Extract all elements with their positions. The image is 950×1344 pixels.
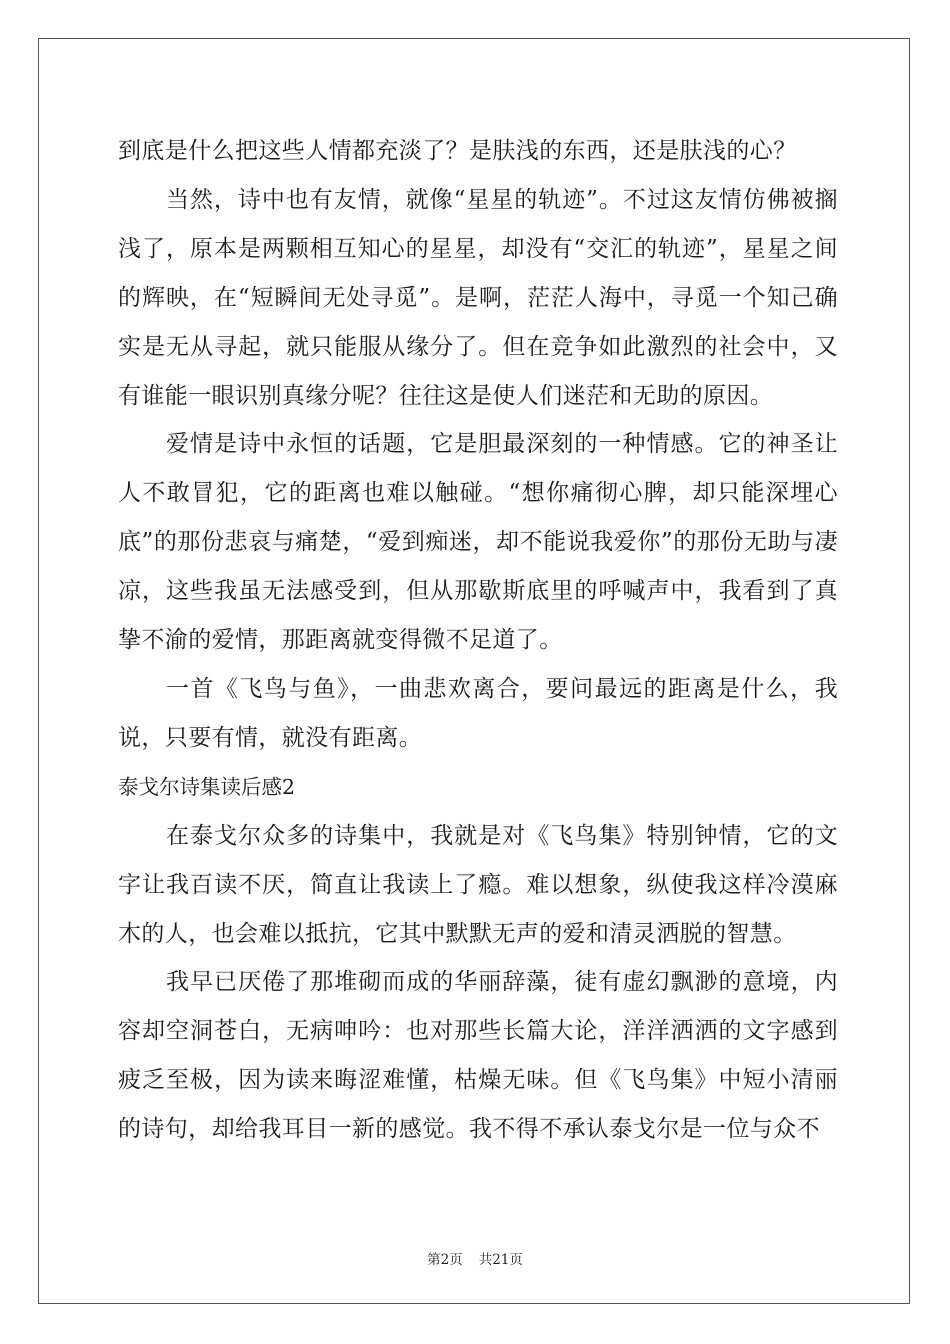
paragraph-2: 当然，诗中也有友情，就像“星星的轨迹”。不过这友情仿佛被搁浅了，原本是两颗相互知心的星星，却没有“交汇的轨迹”，星星之间的辉映，在“短瞬间无处寻觅”。是啊，茫茫人海中，寻觅一个知己确实是无从寻起，就只能服从缘分了。但在竞争如此激烈的社会中，又有谁能一眼识别真缘分呢？往往这是使人们迷茫和无助的原因。 [118,186,838,409]
paragraph-5: 在泰戈尔众多的诗集中，我就是对《飞鸟集》特别钟情，它的文字让我百读不厌，简直让我读上了瘾。难以想象，纵使我这样冷漠麻木的人，也会难以抵抗，它其中默默无声的爱和清灵洒脱的智慧。 [118,822,838,947]
paragraph-3: 爱情是诗中永恒的话题，它是胆最深刻的一种情感。它的神圣让人不敢冒犯，它的距离也难以触碰。“想你痛彻心脾，却只能深埋心底”的那份悲哀与痛楚，“爱到痴迷，却不能说我爱你”的那份无助与凄凉，这些我虽无法感受到，但从那歇斯底里的呼喊声中，我看到了真挚不渝的爱情，那距离就变得微不足道了。 [118,431,838,654]
document-body [118,127,838,1154]
paragraph-1: 到底是什么把这些人情都充淡了？是肤浅的东西，还是肤浅的心？ [118,138,797,164]
section-heading: 泰戈尔诗集读后感2 [118,774,296,799]
page-number: 第2页 [427,1252,463,1268]
paragraph-6: 我早已厌倦了那堆砌而成的华丽辞藻，徒有虚幻飘渺的意境，内容却空洞苍白，无病呻吟：也对那些长篇大论，洋洋洒洒的文字感到疲乏至极，因为读来晦涩难懂，枯燥无味。但《飞鸟集》中短小清丽的诗句，却给我耳目一新的感觉。我不得不承认泰戈尔是一位与众不 [118,969,838,1143]
page-footer [0,1248,950,1268]
paragraph-4: 一首《飞鸟与鱼》，一曲悲欢离合，要问最远的距离是什么，我说，只要有情，就没有距离。 [118,675,838,751]
page-total: 共21页 [478,1252,523,1268]
